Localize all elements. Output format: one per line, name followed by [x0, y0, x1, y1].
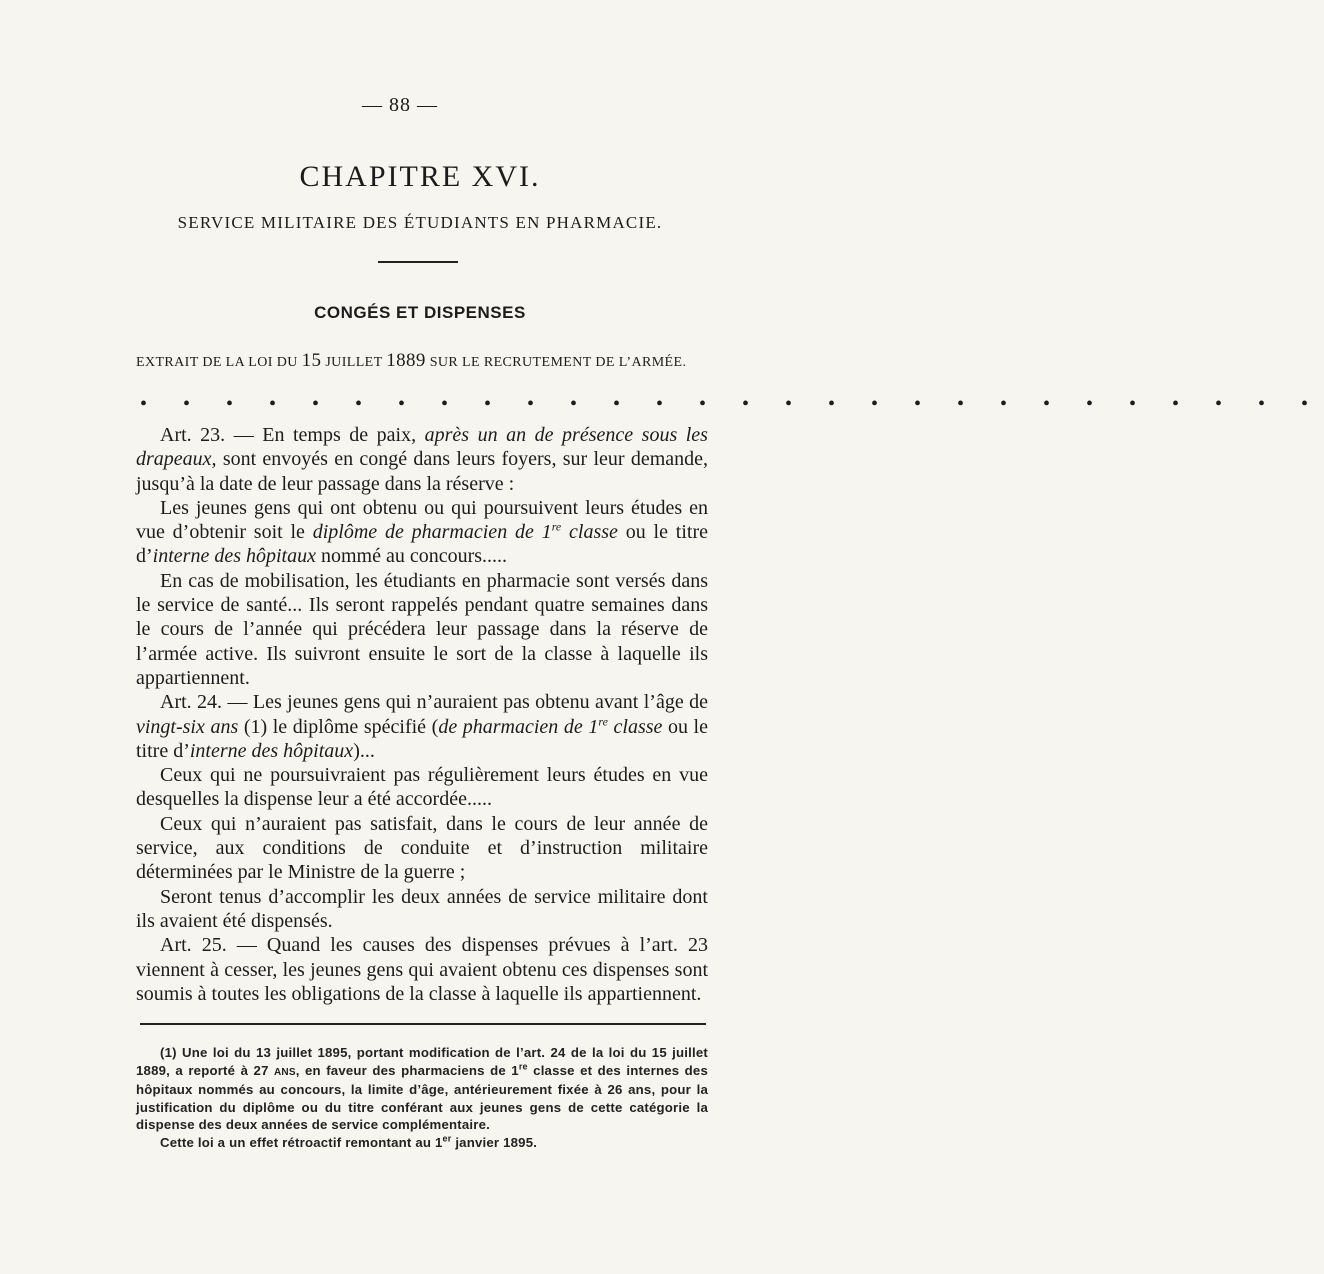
text-run: Les jeunes gens qui ont obtenu ou qui poursuivent leurs études en vue d’obtenir soit le	[136, 496, 708, 544]
paragraph-seront: Seront tenus d’accomplir les deux années de service militaire dont ils avaient été dispensés.	[136, 885, 708, 932]
italic-run: classe	[607, 715, 663, 738]
italic-run: interne des hôpitaux	[152, 545, 316, 568]
text-run: , en faveur des pharmaciens de 1	[295, 1062, 519, 1078]
extract-before: EXTRAIT DE LA LOI DU	[136, 355, 302, 370]
paragraph-ceux-1: Ceux qui ne poursuivraient pas régulièrement leurs études en vue desquelles la dispense leur a été accordée.....	[136, 764, 708, 811]
chapter-title: CHAPITRE XVI.	[299, 160, 541, 193]
paragraph-ceux-2: Ceux qui n’auraient pas satisfait, dans le cours de leur année de service, aux conditions de conduite et d’instruction militaire déterminées par le Ministre de la guerre ;	[136, 812, 708, 884]
footnote-divider	[140, 1023, 706, 1025]
footnote-1	[136, 1044, 708, 1134]
article-label: Art. 25.	[160, 934, 227, 957]
superscript: er	[442, 1133, 452, 1144]
italic-run: interne des hôpitaux	[189, 739, 354, 762]
paragraph-art-24	[136, 690, 708, 763]
footnote-1-continued	[136, 1134, 708, 1152]
article-label: Art. 23.	[160, 424, 226, 446]
extract-middle: JUILLET	[321, 355, 387, 370]
chapter-subtitle: SERVICE MILITAIRE DES ÉTUDIANTS EN PHARMACIE.	[177, 213, 663, 232]
text-run: — Quand les causes des dispenses prévues à l’art. 23 viennent à cesser, les jeunes gens qui avaient obtenu ces dispenses sont soumis à toutes les obligations de la classe à laquelle ils appartiennent.	[136, 934, 708, 1005]
text-run: — Les jeunes gens qui n’auraient pas obtenu avant l’âge de	[222, 691, 708, 714]
superscript: re	[598, 713, 608, 728]
italic-run: diplôme de pharmacien de 1	[312, 521, 552, 544]
text-run: ou le titre d’	[136, 521, 708, 568]
text-run: nommé au concours.....	[315, 545, 508, 568]
text-run: sont envoyés en congé dans leurs foyers, sur leur demande, jusqu’à la date de leur passage dans la réserve :	[136, 448, 708, 495]
italic-run: vingt-six ans	[136, 715, 239, 738]
text-run: (1) Une loi du 13 juillet 1895, portant modification de l’art. 24 de la loi du 15 juillet 1889, a reporté à 27	[136, 1045, 708, 1078]
extract-year: 1889	[386, 350, 426, 371]
body-text	[136, 423, 708, 1006]
section-title: CONGÉS ET DISPENSES	[314, 303, 526, 322]
short-divider	[378, 261, 458, 263]
text-run: ou le titre d’	[136, 715, 708, 762]
text-run: janvier 1895.	[451, 1134, 538, 1150]
text-run: — En temps de paix,	[225, 424, 425, 446]
article-label: Art. 24.	[160, 691, 223, 714]
page-number: — 88 —	[362, 94, 438, 116]
paragraph-mobilisation: En cas de mobilisation, les étudiants en pharmacie sont versés dans le service de santé... Ils seront rappelés pendant quatre semaines dans le cours de l’année qui précédera leur passage dans la réserve de l’armée active. Ils suivront ensuite le sort de la classe à laquelle ils appartiennent.	[136, 569, 708, 689]
paragraph-art-23	[136, 423, 708, 496]
text-run: (1) le diplôme spécifié (	[238, 715, 439, 738]
text-run: )...	[353, 739, 375, 762]
extract-day: 15	[301, 350, 322, 371]
extract-heading	[136, 350, 710, 372]
italic-run: après un an de présence sous les drapeaux,	[136, 424, 708, 471]
italic-run: classe	[561, 521, 618, 544]
ellipsis-dots: • • • • • • • • • • • • • • • • • • • • • • • • • • • •	[140, 393, 1324, 415]
paragraph-art-25	[136, 933, 708, 1006]
superscript: re	[551, 519, 562, 534]
extract-after: SUR LE RECRUTEMENT DE L’ARMÉE.	[425, 355, 687, 370]
small-caps-run: ANS	[274, 1066, 296, 1078]
paragraph-jeunes-gens	[136, 496, 708, 569]
italic-run: de pharmacien de 1	[438, 715, 599, 738]
text-run: Cette loi a un effet rétroactif remontant au 1	[160, 1134, 443, 1150]
superscript: re	[518, 1061, 528, 1072]
footnotes	[136, 1044, 708, 1152]
text-run: classe et des internes des hôpitaux nommés au concours, la limite d’âge, antérieurement fixée à 26 ans, pour la justification du diplôme ou du titre conférant aux jeunes gens de cette catégorie la dispense des deux années de service complémentaire.	[136, 1062, 708, 1133]
